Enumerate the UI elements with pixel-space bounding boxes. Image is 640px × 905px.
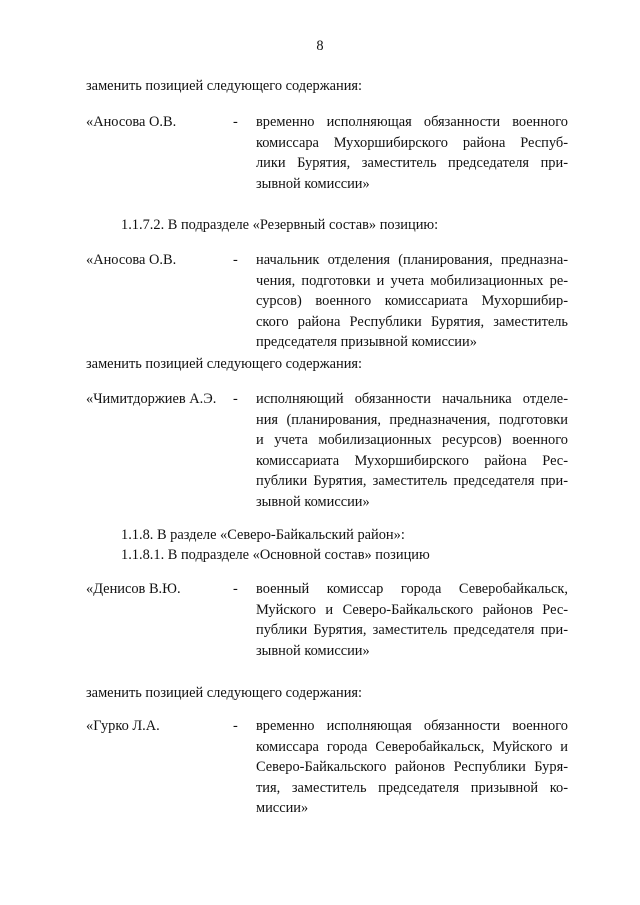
entry-name: «Чимитдоржиев А.Э. — [86, 391, 217, 407]
description-line: временно исполняющая обязанности военного — [256, 718, 568, 734]
entry-description — [256, 716, 568, 819]
entry-name: «Аносова О.В. — [86, 114, 177, 130]
description-line: тия, заместитель председателя призывной ко- — [256, 779, 568, 796]
description-line: миссии» — [256, 800, 309, 816]
entry-description — [256, 579, 568, 661]
description-line: председателя призывной комиссии» — [256, 334, 477, 350]
description-line: комиссара города Северобайкальск, Муйского и — [256, 738, 568, 755]
description-line: комиссара Мухоршибирского района Респуб- — [256, 134, 568, 151]
page-number: 8 — [316, 38, 324, 54]
description-line: зывной комиссии» — [256, 493, 370, 510]
description-line: публики Бурятия, заместитель председателя при- — [256, 622, 568, 638]
entry-description — [256, 389, 568, 512]
entry-dash: - — [233, 391, 238, 407]
paragraph-replace-1: заменить позицией следующего содержания: — [86, 78, 363, 94]
description-line: исполняющий обязанности начальника отделе- — [256, 391, 568, 407]
paragraph-replace-2: заменить позицией следующего содержания: — [86, 356, 363, 372]
subsection-heading-1-1-7-2: 1.1.7.2. В подразделе «Резервный состав» позицию: — [121, 217, 439, 233]
description-line: военный комиссар города Северобайкальск, — [256, 581, 568, 597]
entry-description — [256, 250, 568, 353]
description-line: чения, подготовки и учета мобилизационных ре- — [256, 272, 568, 289]
description-line: ского района Республики Бурятия, заместитель — [256, 313, 568, 330]
description-line: зывной комиссии» — [256, 175, 370, 192]
section-heading-1-1-8: 1.1.8. В разделе «Северо-Байкальский район»: — [121, 527, 405, 543]
subsection-heading-1-1-8-1: 1.1.8.1. В подразделе «Основной состав» позицию — [121, 547, 430, 563]
entry-name: «Денисов В.Ю. — [86, 581, 181, 597]
entry-dash: - — [233, 581, 238, 597]
description-line: и учета мобилизационных ресурсов) военного — [256, 432, 568, 448]
description-line: Муйского и Северо-Байкальского районов Рес- — [256, 601, 568, 618]
entry-dash: - — [233, 114, 238, 130]
entry-description — [256, 112, 568, 194]
description-line: временно исполняющая обязанности военного — [256, 114, 568, 130]
description-line: Северо-Байкальского районов Республики Буря- — [256, 759, 568, 775]
description-line: сурсов) военного комиссариата Мухоршибир- — [256, 293, 568, 309]
entry-name: «Аносова О.В. — [86, 252, 177, 268]
description-line: комиссариата Мухоршибирского района Рес- — [256, 452, 568, 469]
description-line: публики Бурятия, заместитель председателя при- — [256, 473, 568, 489]
description-line: лики Бурятия, заместитель председателя при- — [256, 155, 568, 171]
entry-name: «Гурко Л.А. — [86, 718, 160, 734]
entry-dash: - — [233, 718, 238, 734]
paragraph-replace-3: заменить позицией следующего содержания: — [86, 685, 363, 701]
description-line: ния (планирования, предназначения, подготовки — [256, 411, 568, 428]
description-line: начальник отделения (планирования, предназна- — [256, 252, 568, 268]
description-line: зывной комиссии» — [256, 642, 370, 659]
entry-dash: - — [233, 252, 238, 268]
